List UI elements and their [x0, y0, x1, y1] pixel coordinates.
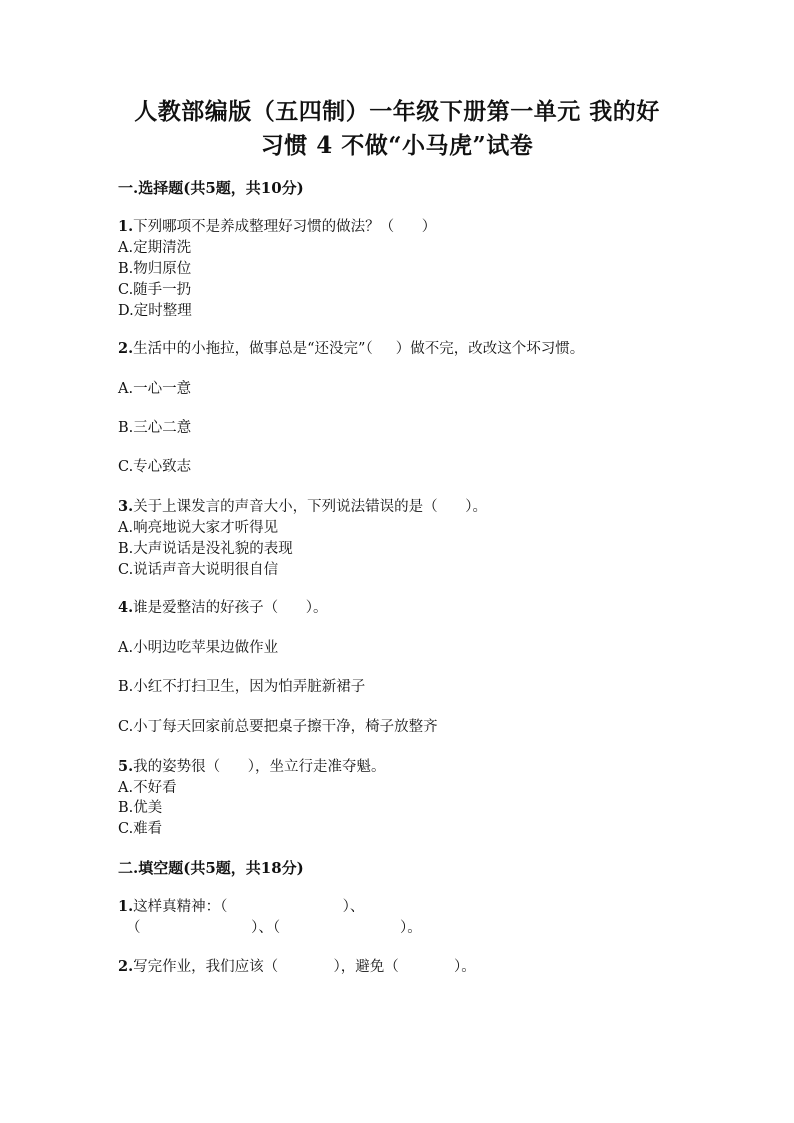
question-5-option-b: B.优美 — [118, 800, 163, 816]
question-text: 下列哪项不是养成整理好习惯的做法？（ ） — [133, 219, 437, 235]
question-text: 生活中的小拖拉，做事总是“还没完”（ ）做不完，改改这个坏习惯。 — [133, 341, 585, 357]
fill-question-1-line-1 — [118, 897, 364, 917]
question-number: 2. — [118, 958, 134, 975]
question-text: 谁是爱整洁的好孩子（ ）。 — [133, 600, 328, 616]
question-5-option-c: C.难看 — [118, 821, 163, 837]
question-3-option-b: B.大声说话是没礼貌的表现 — [118, 541, 293, 557]
question-3-option-a: A.响亮地说大家才听得见 — [118, 520, 279, 536]
question-3-option-c: C.说话声音大说明很自信 — [118, 562, 279, 578]
section-heading-fill-blank: 二.填空题(共5题，共18分) — [118, 859, 304, 877]
question-text: 写完作业，我们应该（ ），避免（ ）。 — [133, 959, 476, 975]
question-text: 我的姿势很（ ），坐立行走准夺魁。 — [133, 759, 386, 775]
question-1-option-b: B.物归原位 — [118, 261, 192, 277]
fill-question-2-line-1 — [118, 957, 476, 977]
question-1-option-c: C.随手一扔 — [118, 282, 192, 298]
question-4-option-b: B.小红不打扫卫生，因为怕弄脏新裙子 — [118, 679, 366, 695]
question-number: 3. — [118, 498, 134, 515]
question-2-stem — [118, 339, 584, 359]
question-4-stem — [118, 598, 328, 618]
question-2-option-c: C.专心致志 — [118, 459, 192, 475]
question-1-option-d: D.定时整理 — [118, 303, 192, 319]
question-4-option-a: A.小明边吃苹果边做作业 — [118, 640, 279, 656]
question-number: 4. — [118, 599, 134, 616]
question-number: 5. — [118, 758, 134, 775]
question-2-option-a: A.一心一意 — [118, 381, 192, 397]
question-number: 1. — [118, 218, 134, 235]
exam-title-line-2: 习惯 4 不做“小马虎”试卷 — [260, 132, 534, 159]
question-number: 2. — [118, 340, 134, 357]
exam-title-line-1: 人教部编版（五四制）一年级下册第一单元 我的好 — [134, 98, 660, 125]
question-number: 1. — [118, 898, 134, 915]
question-2-option-b: B.三心二意 — [118, 420, 192, 436]
question-1-stem — [118, 217, 436, 237]
question-text: 这样真精神：（ ）、 — [133, 899, 365, 915]
fill-question-1-line-2: （ ）、（ ）。 — [126, 920, 422, 936]
question-3-stem — [118, 497, 487, 517]
question-1-option-a: A.定期清洗 — [118, 240, 192, 256]
question-5-option-a: A.不好看 — [118, 780, 177, 796]
question-text: 关于上课发言的声音大小，下列说法错误的是（ ）。 — [133, 499, 488, 515]
section-heading-choice: 一.选择题(共5题，共10分) — [118, 179, 304, 197]
question-5-stem — [118, 757, 386, 777]
question-4-option-c: C.小丁每天回家前总要把桌子擦干净，椅子放整齐 — [118, 719, 438, 735]
